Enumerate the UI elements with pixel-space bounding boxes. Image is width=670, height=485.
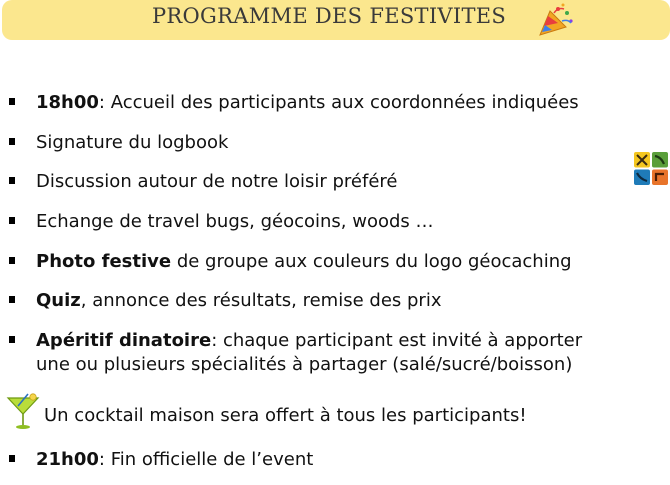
list-item: [0, 88, 670, 128]
item-bold: Quiz: [36, 290, 81, 312]
geocaching-logo-icon: [634, 152, 668, 185]
party-popper-icon: [534, 1, 576, 39]
cocktail-glass-icon: [6, 392, 40, 432]
bullet-icon: [9, 296, 15, 303]
item-text: : Fin officielle de l’event: [98, 449, 314, 471]
cocktail-note: Un cocktail maison sera offert à tous les participants!: [44, 405, 527, 426]
item-bold: 18h00: [36, 92, 99, 113]
bullet-icon: [9, 257, 15, 264]
list-item: [0, 445, 670, 485]
item-text-line2: une ou plusieurs spécialités à partager (salé/sucré/boisson): [36, 354, 573, 376]
list-item: [0, 128, 670, 168]
list-item: [0, 286, 670, 326]
list-item: [0, 326, 670, 405]
bullet-icon: [9, 336, 15, 343]
bullet-icon: [9, 217, 15, 224]
title-banner: [2, 0, 670, 40]
item-bold: Apéritif dinatoire: [36, 330, 212, 352]
bullet-icon: [9, 455, 15, 462]
list-item: [0, 247, 670, 287]
list-item: [0, 207, 670, 247]
bullet-icon: [9, 98, 15, 105]
item-bold: 21h00: [36, 449, 99, 471]
item-text: Signature du logbook: [36, 131, 229, 153]
item-text: Discussion autour de notre loisir préféré: [36, 171, 398, 193]
bullet-icon: [9, 177, 15, 184]
bullet-icon: [9, 138, 15, 145]
item-text: de groupe aux couleurs du logo géocaching: [171, 250, 572, 272]
item-text: : Accueil des participants aux coordonnées indiquées: [98, 92, 579, 113]
item-text: Echange de travel bugs, géocoins, woods …: [36, 211, 434, 233]
item-text: : chaque participant est invité à apporter: [211, 330, 583, 352]
page-title: PROGRAMME DES FESTIVITES: [152, 4, 507, 28]
item-text: , annonce des résultats, remise des prix: [80, 290, 442, 312]
list-item: [0, 167, 670, 207]
item-bold: Photo festive: [36, 250, 172, 272]
